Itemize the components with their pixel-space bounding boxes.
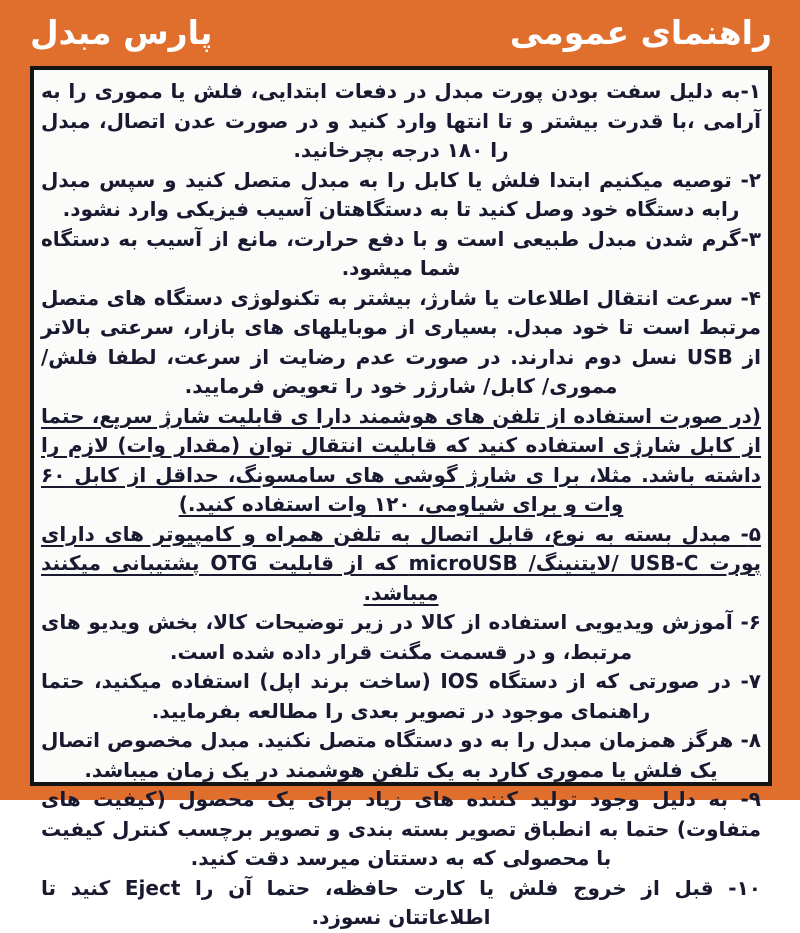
page-title: راهنمای عمومی: [509, 12, 772, 52]
header: [30, 0, 772, 64]
guide-item-8: ۸- هرگز همزمان مبدل را به دو دستگاه متصل نکنید. مبدل مخصوص اتصال یک فلش یا مموری کارد به یک تلفن هوشمند در یک زمان میباشد.: [41, 728, 761, 782]
guide-item-7: ۷- در صورتی که از دستگاه IOS (ساخت برند اپل) استفاده میکنید، حتما راهنمای موجود در تصویر بعدی را مطالعه بفرمایید.: [41, 669, 761, 723]
guide-note-fast-charge: (در صورت استفاده از تلفن های هوشمند دارا ی قابلیت شارژ سریع، حتما از کابل شارژی استفاده کنید که قابلیت انتقال توان (مقدار وات) لازم را داشته باشد. مثلا، برا ی شارژ گوشی های سامسونگ، حداقل از کابل ۶۰ وات و برای شیاومی، ۱۲۰ وات استفاده کنید.): [41, 403, 761, 516]
guide-item-3: ۳-گرم شدن مبدل طبیعی است و با دفع حرارت، مانع از آسیب به دستگاه شما میشود.: [41, 226, 761, 280]
brand-title: پارس مبدل: [30, 12, 213, 52]
guide-sheet: [30, 66, 772, 929]
guide-item-5: ۵- مبدل بسته به نوع، قابل اتصال به تلفن همراه و کامپیوتر های دارای پورت USB-C /لایتنینگ/ microUSB که از قابلیت OTG پشتیبانی میکنند میباشد.: [41, 521, 761, 605]
guide-item-9: ۹- به دلیل وجود تولید کننده های زیاد برای یک محصول (کیفیت های متفاوت) حتما به انطباق تصویر بسته بندی و تصویر برچسب کنترل کیفیت با محصولی که به دستتان میرسد دقت کنید.: [41, 787, 761, 870]
guide-item-2: ۲- توصیه میکنیم ابتدا فلش یا کابل را به مبدل متصل کنید و سپس مبدل رابه دستگاه خود وصل کنید تا به دستگاهتان آسیب فیزیکی وارد نشود.: [41, 167, 761, 221]
guide-item-4: ۴- سرعت انتقال اطلاعات یا شارژ، بیشتر به تکنولوژی دستگاه های متصل مرتبط است تا خود مبدل. بسیاری از موبایلهای های بازار، سرعتی بالاتر از USB نسل دوم ندارند. در صورت عدم رضایت از سرعت، لطفا فلش/ مموری/ کابل/ شارژر خود را تعویض فرمایید.: [41, 285, 761, 398]
guide-item-1: ۱-به دلیل سفت بودن پورت مبدل در دفعات ابتدایی، فلش یا مموری را به آرامی ،با قدرت بیشتر و تا انتها وارد کنید و در صورت عدن اتصال، مبدل را ۱۸۰ درجه بچرخانید.: [41, 79, 761, 162]
guide-item-10: ۱۰- قبل از خروج فلش یا کارت حافظه، حتما آن را Eject کنید تا اطلاعاتتان نسوزد.: [41, 875, 761, 929]
guide-item-6: ۶- آموزش ویدیویی استفاده از کالا در زیر توضیحات کالا، بخش ویدیو های مرتبط، و در قسمت مگنت قرار داده شده است.: [41, 610, 761, 664]
